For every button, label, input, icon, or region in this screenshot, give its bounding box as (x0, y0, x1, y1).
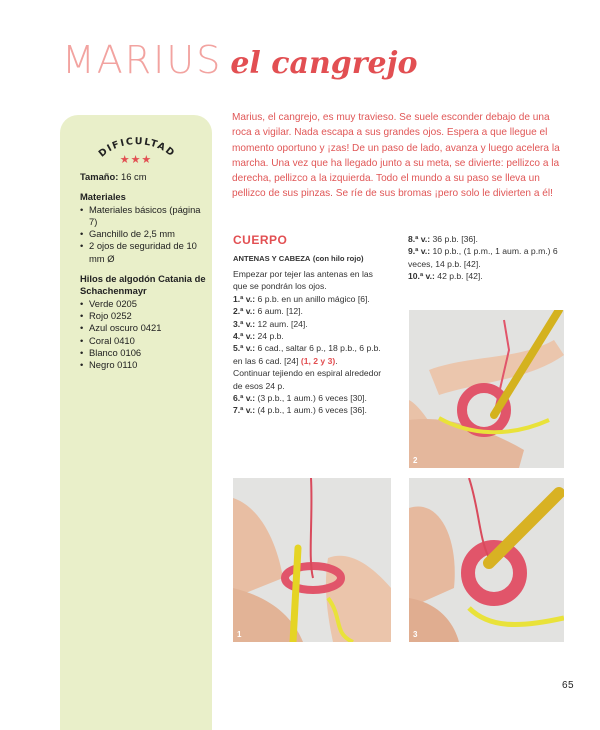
yarn-item: • Blanco 0106 (80, 347, 206, 359)
step-photo-3 (409, 478, 564, 642)
materials-title: Materiales (80, 191, 126, 203)
pattern-instructions-continued (408, 233, 558, 283)
yarn-item: • Azul oscuro 0421 (80, 322, 206, 334)
size-value: 16 cm (118, 171, 147, 182)
round-text: 12 aum. [24]. (255, 318, 308, 329)
pattern-continue: Continuar tejiendo en espiral alrededor de esos 24 p. (233, 368, 382, 391)
crochet-photo-image (233, 478, 391, 642)
round-text: 10 p.b., (1 p.m., 1 aum. a p.m.) 6 veces, 14 p.b. [42]. (408, 246, 558, 269)
round-tail: . (335, 355, 338, 366)
pattern-instructions (233, 268, 385, 417)
round-line (233, 293, 385, 305)
round-text: 6 cad., saltar 6 p., 18 p.b., 6 p.b. en las 6 cad. [24] (233, 343, 381, 366)
difficulty-stars: ★★★ (119, 154, 153, 166)
round-line (233, 318, 385, 330)
materials-list (80, 204, 206, 265)
materials-item: • Ganchillo de 2,5 mm (80, 228, 206, 240)
section-title: CUERPO (233, 233, 288, 247)
yarn-title: Hilos de algodón Catania de Schachenmayr (80, 273, 206, 297)
yarn-item: • Rojo 0252 (80, 310, 206, 322)
yarn-list (80, 298, 206, 372)
round-number: 7.ª v.: (233, 405, 256, 416)
photo-number: 2 (413, 456, 418, 465)
page-title (62, 38, 418, 82)
page-number: 65 (562, 680, 575, 691)
section-subtitle (233, 254, 364, 263)
round-text: 6 aum. [12]. (255, 306, 303, 317)
round-number: 8.ª v.: (408, 234, 431, 244)
subtitle-note: (con hilo rojo) (312, 254, 364, 263)
round-line (233, 342, 385, 367)
round-text: 6 p.b. en un anillo mágico [6]. (255, 293, 370, 304)
round-number: 1.ª v.: (233, 293, 256, 304)
size-line (80, 171, 206, 183)
title-name: MARIUS (62, 38, 223, 82)
round-number: 3.ª v.: (233, 318, 256, 329)
round-text: 24 p.b. (255, 331, 284, 342)
round-number: 9.ª v.: (408, 246, 431, 257)
round-number: 5.ª v.: (233, 343, 256, 354)
size-label: Tamaño: (80, 171, 119, 182)
photo-reference: (1, 2 y 3) (300, 355, 336, 366)
title-subtitle: el cangrejo (230, 46, 418, 81)
round-number: 4.ª v.: (233, 331, 256, 342)
round-text: (3 p.b., 1 aum.) 6 veces [30]. (255, 393, 367, 404)
pattern-lead: Empezar por tejer las antenas en las que se pondrán los ojos. (233, 269, 373, 292)
crochet-photo-image (409, 478, 564, 642)
round-text: (4 p.b., 1 aum.) 6 veces [36]. (255, 405, 367, 416)
yarn-item: • Verde 0205 (80, 298, 206, 310)
crochet-photo-image (409, 310, 564, 468)
materials-sidebar (60, 115, 212, 730)
round-line (408, 233, 558, 245)
step-photo-1 (233, 478, 391, 642)
materials-item: • 2 ojos de seguridad de 10 mm Ø (80, 240, 206, 265)
round-text: 36 p.b. [36]. (430, 234, 478, 244)
photo-number: 3 (413, 630, 418, 639)
round-line (233, 330, 385, 342)
materials-item: • Materiales básicos (página 7) (80, 204, 206, 229)
subtitle-main: ANTENAS Y CABEZA (233, 254, 311, 263)
step-photo-2 (409, 310, 564, 468)
round-text: 42 p.b. [42]. (434, 271, 483, 282)
yarn-item: • Coral 0410 (80, 335, 206, 347)
intro-paragraph: Marius, el cangrejo, es muy travieso. Se suele esconder debajo de una roca a vigilar. Nada escapa a sus grandes ojos. Espera a que llegue el momento oportuno y ¡zas! De un paso de lado, avanza y luego acelera la marcha. Una vez que ha llegado junto a su meta, se divierte: pellizco a la derecha, pellizco a la izquierda. Todo el mundo a su paso se lleva un pellizco de sus pinzas. Se ríe de sus bromas ¡pero solo le divierten a él! (232, 112, 560, 200)
round-line (233, 305, 385, 317)
round-number: 10.ª v.: (408, 271, 435, 282)
yarn-item: • Negro 0110 (80, 359, 206, 371)
sidebar-content (80, 171, 206, 379)
round-line (408, 270, 558, 282)
difficulty-label: DIFICULTAD (96, 136, 178, 160)
round-number: 6.ª v.: (233, 393, 256, 404)
round-line (233, 392, 385, 404)
round-line (408, 245, 558, 270)
photo-number: 1 (237, 630, 242, 639)
round-number: 2.ª v.: (233, 306, 256, 317)
round-line (233, 404, 385, 416)
